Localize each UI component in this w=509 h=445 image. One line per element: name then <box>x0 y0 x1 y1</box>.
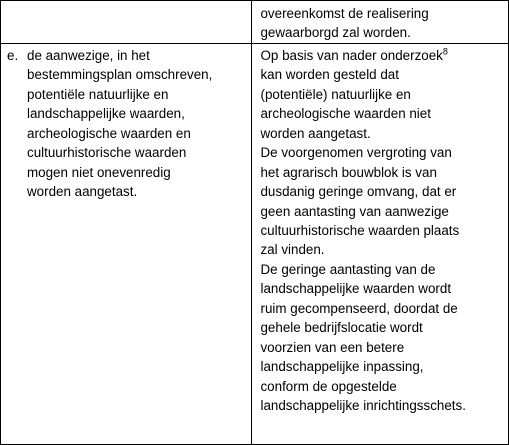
text-line: De voorgenomen vergroting van <box>260 145 452 161</box>
text-line: archeologische waarden niet <box>260 106 431 122</box>
text-line: dusdanig geringe omvang, dat er <box>260 184 457 200</box>
text-line: cultuurhistorische waarden plaats <box>260 222 460 238</box>
text-line: bestemmingsplan omschreven, <box>27 67 213 83</box>
text-line <box>260 46 504 65</box>
text-fragment: Op basis van nader onderzoek <box>260 47 443 63</box>
text-line: overeenkomst de realisering <box>260 6 429 21</box>
text-line: gewaarborgd zal worden. <box>260 25 411 41</box>
text-line: potentiële natuurlijke en <box>27 86 169 102</box>
criterion-cell <box>1 43 252 444</box>
criterion-text <box>27 46 247 202</box>
text-line: zal vinden. <box>260 242 325 258</box>
table-row <box>1 43 509 444</box>
text-line: cultuurhistorische waarden <box>27 145 187 161</box>
text-line: landschappelijke inrichtingsschets. <box>260 398 466 414</box>
table-row <box>1 1 509 44</box>
text-line: geen aantasting van aanwezige <box>260 203 449 219</box>
text-line: worden aangetast. <box>27 184 138 200</box>
text-line: het agrarisch bouwblok is van <box>260 164 437 180</box>
text-line: (potentiële) natuurlijke en <box>260 86 411 102</box>
table-cell-empty <box>1 1 252 44</box>
text-line: kan worden gesteld dat <box>260 67 399 83</box>
text-line: worden aangetast. <box>260 125 371 141</box>
text-line: landschappelijke inpassing, <box>260 359 424 375</box>
table-cell-continuation <box>252 1 509 44</box>
text-line: archeologische waarden en <box>27 125 191 141</box>
assessment-cell <box>252 43 509 444</box>
text-line: conform de opgestelde <box>260 378 397 394</box>
text-line: landschappelijke waarden wordt <box>260 281 452 297</box>
text-line: mogen niet onevenredig <box>27 164 171 180</box>
list-marker: e. <box>7 47 19 63</box>
text-line: ruim gecompenseerd, doordat de <box>260 300 458 316</box>
text-line: de aanwezige, in het <box>27 47 150 63</box>
text-line: landschappelijke waarden, <box>27 106 185 122</box>
footnote-reference[interactable]: 8 <box>442 46 448 57</box>
text-line: voorzien van een betere <box>260 339 405 355</box>
text-line: De geringe aantasting van de <box>260 261 436 277</box>
text-line: gehele bedrijfslocatie wordt <box>260 320 423 336</box>
